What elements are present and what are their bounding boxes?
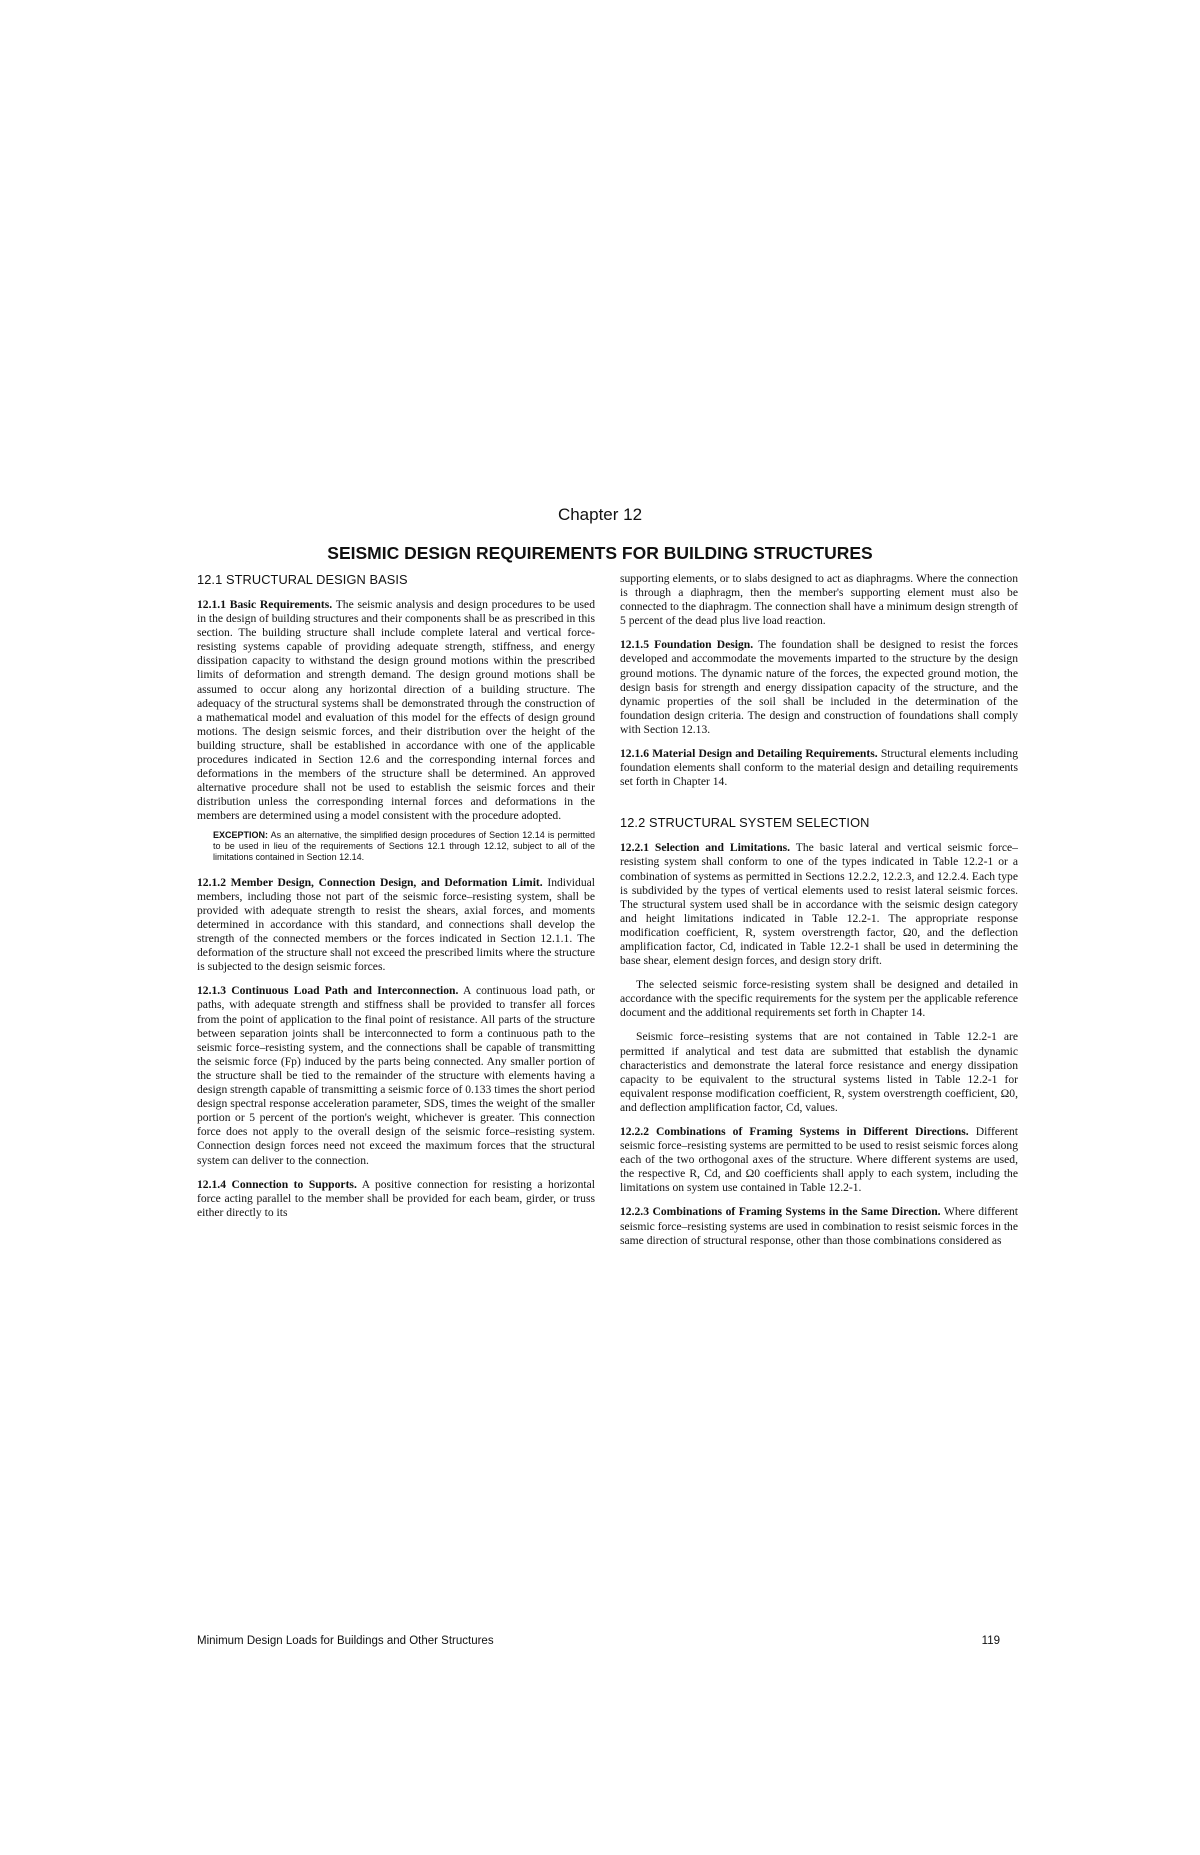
chapter-title: SEISMIC DESIGN REQUIREMENTS FOR BUILDING STRUCTURES: [327, 543, 873, 563]
body-12-1-5: The foundation shall be designed to resist the forces developed and accommodate the movements imparted to the structure by the design ground motions. The dynamic nature of the forces, the expected ground motion, the design basis for strength and energy dissipation capacity of the structure, and the dynamic properties of the soil shall be included in the determination of the foundation design criteria. The design and construction of foundations shall comply with Section 12.13.: [620, 638, 1018, 736]
body-12-1-1: The seismic analysis and design procedures to be used in the design of building structures and their components shall be as prescribed in this section. The building structure shall include complete lateral and vertical force-resisting systems capable of providing adequate strength, stiffness, and energy dissipation capacity to withstand the design ground motions within the prescribed limits of deformation and strength demand. The design ground motions shall be assumed to occur along any horizontal direction of a building structure. The adequacy of the structural systems shall be demonstrated through the construction of a mathematical model and evaluation of this model for the effects of design ground motions. The design seismic forces, and their distribution over the height of the building structure, shall be established in accordance with one of the applicable procedures indicated in Section 12.6 and the corresponding internal forces and deformations in the members of the structure shall be determined. An approved alternative procedure shall not be used to establish the seismic forces and their distribution unless the corresponding internal forces and deformations in the members are determined using a model consistent with the procedure adopted.: [197, 598, 595, 823]
paragraph-12-1-6: [620, 747, 1018, 789]
paragraph-12-1-4-continued: supporting elements, or to slabs designed to act as diaphragms. Where the connection is through a diaphragm, then the member's supporting element must also be connected to the diaphragm. The connection shall have a minimum design strength of 5 percent of the dead plus live load reaction.: [620, 572, 1018, 628]
heading-12-2-1: 12.2.1 Selection and Limitations.: [620, 841, 791, 855]
body-12-1-2: Individual members, including those not part of the seismic force–resisting system, shall be provided with adequate strength to resist the shears, axial forces, and moments determined in accordance with this standard, and connections shall develop the strength of the connected members or the forces indicated in Section 12.1.1. The deformation of the structure shall not exceed the prescribed limits where the structure is subjected to the design seismic forces.: [197, 875, 595, 974]
heading-12-1-3: 12.1.3 Continuous Load Path and Interconnection.: [197, 984, 459, 998]
body-12-1-3: A continuous load path, or paths, with adequate strength and stiffness shall be provided to transfer all forces from the point of application to the final point of resistance. All parts of the structure between separation joints shall be interconnected to form a continuous path to the seismic force–resisting system, and the connections shall be capable of transmitting the seismic force (Fp) induced by the parts being connected. Any smaller portion of the structure shall be tied to the remainder of the structure with elements having a design strength capable of transmitting a seismic force of 0.133 times the short period design spectral response acceleration parameter, SDS, times the weight of the smaller portion or 5 percent of the portion's weight, whichever is greater. This connection force does not apply to the overall design of the seismic force–resisting system. Connection design forces need not exceed the maximum forces that the structural system can deliver to the connection.: [197, 984, 595, 1167]
footer-title: Minimum Design Loads for Buildings and Other Structures: [197, 1635, 494, 1647]
heading-12-2-2: 12.2.2 Combinations of Framing Systems in Different Directions.: [620, 1125, 969, 1138]
exception-label: EXCEPTION:: [213, 829, 269, 840]
paragraph-12-1-1: [197, 598, 595, 824]
heading-12-1-5: 12.1.5 Foundation Design.: [620, 638, 754, 652]
paragraph-12-1-4: [197, 1178, 595, 1220]
exception-body: As an alternative, the simplified design procedures of Section 12.14 is permitted to be used in lieu of the requirements of Sections 12.1 through 12.12, subject to all of the limitations contained in Section 12.14.: [213, 829, 595, 863]
page-number: 119: [981, 1635, 1000, 1647]
chapter-label: Chapter 12: [557, 505, 643, 524]
body-12-2-2: Different seismic force–resisting systems are permitted to be used to resist seismic forces along each of the two orthogonal axes of the structure. Where different systems are used, the respective R, Cd, and Ω0 coefficients shall apply to each system, including the limitations on system use contained in Table 12.2-1.: [620, 1125, 1018, 1195]
heading-12-1-4: 12.1.4 Connection to Supports.: [197, 1177, 357, 1191]
paragraph-12-1-3: [197, 984, 595, 1167]
paragraph-12-2-3: [620, 1205, 1018, 1247]
paragraph-12-1-5: [620, 638, 1018, 737]
chapter-header: [200, 505, 1000, 563]
heading-12-1-2: 12.1.2 Member Design, Connection Design, and Deformation Limit.: [197, 875, 543, 889]
body-12-2-1: The basic lateral and vertical seismic force–resisting system shall conform to one of the types indicated in Table 12.2-1 or a combination of systems as permitted in Sections 12.2.2, 12.2.3, and 12.2.4. Each type is subdivided by the types of vertical elements used to resist lateral seismic forces. The structural system used shall be in accordance with the seismic design category and height limitations indicated in Table 12.2-1. The appropriate response modification coefficient, R, system overstrength factor, Ω0, and the deflection amplification factor, Cd, indicated in Table 12.2-1 shall be used in determining the base shear, element design forces, and design story drift.: [620, 841, 1018, 968]
left-column: [197, 572, 595, 1230]
paragraph-12-2-2: [620, 1125, 1018, 1195]
section-heading-12-2: 12.2 STRUCTURAL SYSTEM SELECTION: [620, 815, 870, 831]
heading-12-1-6: 12.1.6 Material Design and Detailing Requirements.: [620, 747, 878, 761]
exception-note: [213, 830, 595, 864]
right-column: [620, 572, 1018, 1258]
heading-12-2-3: 12.2.3 Combinations of Framing Systems in the Same Direction.: [620, 1205, 941, 1219]
paragraph-12-1-2: [197, 876, 595, 975]
paragraph-12-2-1: [620, 841, 1018, 968]
paragraph-12-2-1-c: Seismic force–resisting systems that are not contained in Table 12.2-1 are permitted if analytical and test data are submitted that establish the dynamic characteristics and demonstrate the lateral force resistance and energy dissipation capacity to be equivalent to the structural systems listed in Table 12.2-1 for equivalent response modification coefficient, R, system overstrength coefficient, Ω0, and deflection amplification factor, Cd, values.: [620, 1030, 1018, 1114]
heading-12-1-1: 12.1.1 Basic Requirements.: [197, 598, 333, 611]
body-12-1-4: A positive connection for resisting a horizontal force acting parallel to the member shall be provided for each beam, girder, or truss either directly to its: [197, 1177, 595, 1219]
section-heading-12-1: 12.1 STRUCTURAL DESIGN BASIS: [197, 572, 408, 587]
paragraph-12-2-1-b: The selected seismic force-resisting system shall be designed and detailed in accordance with the specific requirements for the system per the applicable reference document and the additional requirements set forth in Chapter 14.: [620, 978, 1018, 1020]
body-12-2-3: Where different seismic force–resisting systems are used in combination to resist seismic forces in the same direction of structural response, other than those combinations considered as: [620, 1205, 1018, 1247]
body-12-1-6: Structural elements including foundation elements shall conform to the material design and detailing requirements set forth in Chapter 14.: [620, 747, 1018, 789]
